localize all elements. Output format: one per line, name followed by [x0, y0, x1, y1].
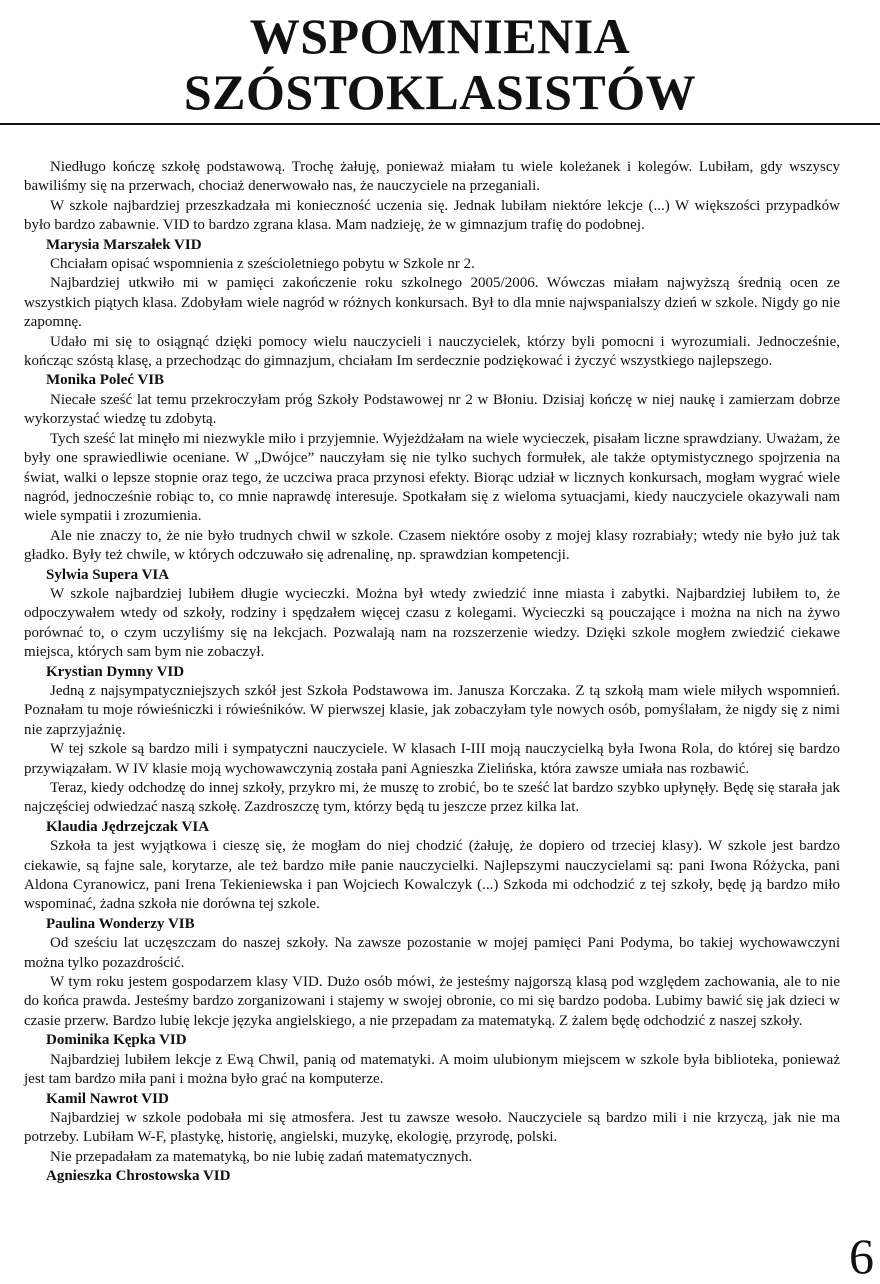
- paragraph: Udało mi się to osiągnąć dzięki pomocy wielu nauczycieli i nauczycielek, którzy byli pomocni i wyrozumiali. Jednocześnie, kończąc szóstą klasę, a przechodząc do gimnazjum, chciałam Im serdecznie podziękować i życzyć wszystkiego najlepszego.: [24, 333, 840, 370]
- page-title: [0, 8, 880, 120]
- paragraph: Niedługo kończę szkołę podstawową. Trochę żałuję, ponieważ miałam tu wiele koleżanek i kolegów. Lubiłam, gdy wszyscy bawiliśmy się na przerwach, chociaż denerwowało nas, że nauczyciele na przeganiali.: [24, 159, 840, 195]
- author-signature: Marysia Marszałek VID: [46, 236, 202, 253]
- paragraph: W tej szkole są bardzo mili i sympatyczni nauczyciele. W klasach I-III moją nauczycielką była Iwona Rola, do której się bardzo przywiązałam. W IV klasie moją wychowawczynią została pani Agnieszka Zielińska, która zawsze umiała nas rozbawić.: [24, 741, 840, 777]
- title-line-2: SZÓSTOKLASISTÓW: [183, 64, 697, 120]
- paragraph: Niecałe sześć lat temu przekroczyłam próg Szkoły Podstawowej nr 2 w Błoniu. Dzisiaj kończę w niej naukę i zamierzam dobrze wykorzystać wiedzę tu zdobytą.: [24, 391, 840, 428]
- paragraph: Jedną z najsympatyczniejszych szkół jest Szkoła Podstawowa im. Janusza Korczaka. Z tą szkołą mam wiele miłych wspomnień. Poznałam tu moje rówieśniczki i rówieśników. W pierwszej klasie, jak zobaczyłam tyle nowych osób, pomyślałam, że nigdy się z nimi nie zaprzyjaźnię.: [24, 682, 840, 738]
- paragraph: Najbardziej lubiłem lekcje z Ewą Chwil, panią od matematyki. A moim ulubionym miejscem w szkole była biblioteka, ponieważ jest tam bardzo miła pani i można było grać na komputerze.: [24, 1051, 840, 1088]
- author-signature: Dominika Kępka VID: [46, 1032, 187, 1049]
- paragraph: W tym roku jestem gospodarzem klasy VID. Dużo osób mówi, że jesteśmy najgorszą klasą pod względem zachowania, ale to nie do końca prawda. Jesteśmy bardzo zorganizowani i stajemy w swojej obronie, co mi się bardzo podoba. Lubimy bawić się jak dzieci w czasie przerw. Bardzo lubię lekcje języka angielskiego, a nie przepadam za matematyką. Z żalem będę odchodzić z naszej szkoły.: [24, 974, 840, 1029]
- author-signature: Krystian Dymny VID: [46, 663, 185, 680]
- paragraph: Chciałam opisać wspomnienia z sześcioletniego pobytu w Szkole nr 2.: [50, 256, 475, 273]
- author-signature: Klaudia Jędrzejczak VIA: [46, 818, 210, 835]
- header-divider: [0, 123, 880, 125]
- paragraph: W szkole najbardziej lubiłem długie wycieczki. Można był wtedy zwiedzić inne miasta i zabytki. Najbardziej lubiłem to, że odpoczywałem wtedy od szkoły, rodziny i spędzałem więcej czasu z kolegami. Wycieczki są pouczające i można na nich na żywo porównać to, o czym uczyliśmy się na lekcjach. Pozwalają nam na rozszerzenie wiedzy. Dzięki szkole mogłem zwiedzić ciekawe miejsca, których sam bym nie zobaczył.: [24, 585, 840, 661]
- author-signature: Monika Poleć VIB: [46, 372, 165, 389]
- paragraph: W szkole najbardziej przeszkadzała mi konieczność uczenia się. Jednak lubiłam niektóre lekcje (...) W większości przypadków było bardzo zabawnie. VID to bardzo zgrana klasa. Mam nadzieję, że w gimnazjum trafię do podobnej.: [24, 197, 840, 234]
- author-signature: Sylwia Supera VIA: [46, 566, 170, 583]
- paragraph: Od sześciu lat uczęszczam do naszej szkoły. Na zawsze pozostanie w mojej pamięci Pani Podyma, bo takiej wychowawczyni można tylko pozazdrościć.: [24, 935, 840, 971]
- author-signature: Kamil Nawrot VID: [46, 1090, 169, 1107]
- author-signature: Agnieszka Chrostowska VID: [46, 1168, 231, 1185]
- paragraph: Ale nie znaczy to, że nie było trudnych chwil w szkole. Czasem niektóre osoby z mojej klasy rozrabiały; wtedy nie było już tak gładko. Były też chwile, w których odczuwało się adrenalinę, np. sprawdzian kompetencji.: [24, 527, 840, 564]
- author-signature: Paulina Wonderzy VIB: [46, 915, 195, 932]
- paragraph: Szkoła ta jest wyjątkowa i cieszę się, że mogłam do niej chodzić (żałuję, że dopiero od trzeciej klasy). W szkole jest bardzo ciekawie, są fajne sale, korytarze, ale też bardzo miłe panie nauczycielki. Najlepszymi nauczycielami są: pani Iwona Różycka, pani Aldona Cyranowicz, pani Irena Tekieniewska i pan Wojciech Kowalczyk (...) Szkoda mi odchodzić z tej szkoły, będę ją bardzo miło wspominać, żadna szkoła nie dorówna tej szkole.: [24, 838, 840, 913]
- paragraph: Najbardziej utkwiło mi w pamięci zakończenie roku szkolnego 2005/2006. Wówczas miałam najwyższą średnią ocen ze wszystkich piątych klasa. Zdobyłam wiele nagród w różnych konkursach. Był to dla mnie najwspanialszy dzień w szkole. Nigdy go nie zapomnę.: [24, 275, 840, 331]
- paragraph: Teraz, kiedy odchodzę do innej szkoły, przykro mi, że muszę to zrobić, bo te sześć lat bardzo szybko upłynęły. Będę się starała jak najczęściej odwiedzać naszą szkołę. Zazdroszczę tym, którzy będą tu jeszcze przez kilka lat.: [24, 780, 840, 816]
- page-number: 6: [849, 1228, 874, 1284]
- paragraph: Nie przepadałam za matematyką, bo nie lubię zadań matematycznych.: [50, 1148, 473, 1165]
- paragraph: Najbardziej w szkole podobała mi się atmosfera. Jest tu zawsze wesoło. Nauczyciele są bardzo mili i nie krzyczą, jak nie ma potrzeby. Lubiłam W-F, plastykę, historię, angielski, muzykę, ekologię, przyrodę, polski.: [24, 1109, 840, 1146]
- title-line-1: WSPOMNIENIA: [249, 8, 631, 64]
- article-body: [24, 158, 840, 1187]
- paragraph: Tych sześć lat minęło mi niezwykle miło i przyjemnie. Wyjeżdżałam na wiele wycieczek, pisałam liczne sprawdziany. Uważam, że były one sprawiedliwie oceniane. W „Dwójce” nauczyłam się nie tylko suchych formułek, ale także optymistycznego spojrzenia na świat, walki o lepsze stopnie oraz tego, że uczciwa praca przynosi efekty. Biorąc udział w licznych konkursach, mogłam wygrać wiele nagród, jednocześnie robiąc to, co mnie naprawdę interesuje. Spotkałam się z wieloma sytuacjami, kiedy nauczyciele okazywali nam wiele sympatii i zrozumienia.: [24, 430, 840, 525]
